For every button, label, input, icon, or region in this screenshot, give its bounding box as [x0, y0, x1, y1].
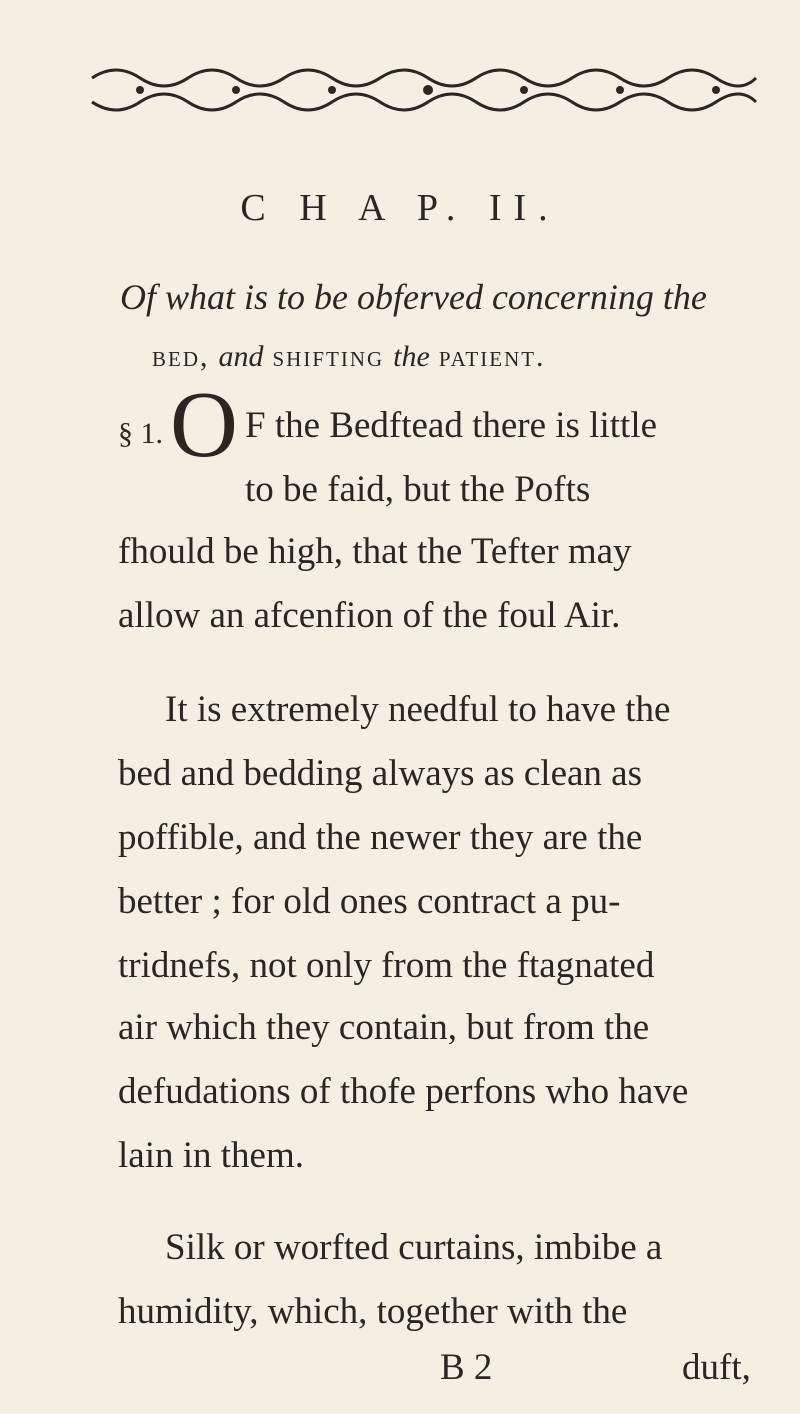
paragraph-2-line: air which they contain, but from the [118, 1007, 650, 1048]
paragraph-2-line: It is extremely needful to have the [165, 689, 671, 730]
chapter-title-line-2 [152, 340, 772, 374]
title-word-patient: patient. [438, 340, 546, 373]
drop-cap: O [170, 373, 238, 477]
paragraph-1-line-3: fhould be high, that the Tefter may [118, 531, 632, 572]
ornamental-headpiece [88, 64, 760, 116]
section-mark [118, 410, 163, 453]
paragraph-1-line-1: F the Bedftead there is little [245, 405, 658, 446]
chapter-heading: C H A P. II. [240, 187, 560, 229]
title-word-shifting: shifting [272, 340, 385, 373]
section-number: § 1. [118, 417, 163, 450]
paragraph-2-line: tridnefs, not only from the ftagnated [118, 945, 655, 986]
paragraph-1-line-2: to be faid, but the Pofts [245, 469, 591, 510]
title-word-and: and [218, 340, 264, 373]
paragraph-1-line-4: allow an afcenfion of the foul Air. [118, 595, 621, 636]
paragraph-2-line: defudations of thofe perfons who have [118, 1071, 689, 1112]
paragraph-2-line: better ; for old ones contract a pu- [118, 881, 621, 922]
signature-mark: B 2 [440, 1347, 493, 1388]
paragraph-2-line: lain in them. [118, 1135, 304, 1176]
paragraph-3-line: humidity, which, together with the [118, 1291, 628, 1332]
title-word-bed: bed, [152, 340, 210, 373]
paragraph-2-line: poffible, and the newer they are the [118, 817, 643, 858]
chapter-title-line-1: Of what is to be obferved concerning the [120, 277, 707, 317]
paragraph-3-line: Silk or worfted curtains, imbibe a [165, 1227, 663, 1268]
catchword: duft, [682, 1347, 751, 1388]
paragraph-2-line: bed and bedding always as clean as [118, 753, 642, 794]
title-word-the: the [393, 340, 430, 373]
